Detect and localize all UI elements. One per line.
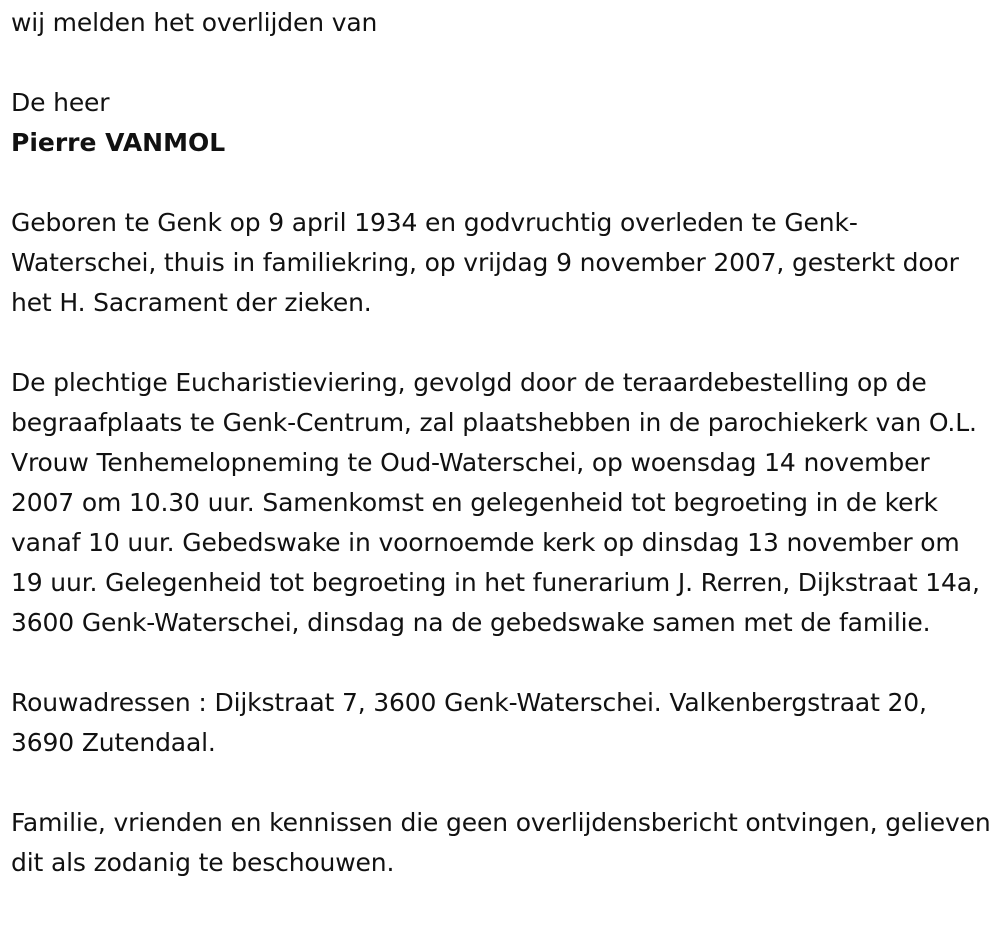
salutation: De heer bbox=[11, 88, 110, 117]
death-notice bbox=[11, 3, 996, 883]
closing-paragraph: Familie, vrienden en kennissen die geen overlijdensbericht ontvingen, gelieven dit als zodanig te beschouwen. bbox=[11, 808, 991, 877]
ceremony-paragraph: De plechtige Eucharistieviering, gevolgd door de teraardebestelling op de begraafplaats te Genk-Centrum, zal plaatshebben in de parochiekerk van O.L. Vrouw Tenhemelopneming te Oud-Waterschei, op woensdag 14 november 2007 om 10.30 uur. Samenkomst en gelegenheid tot begroeting in de kerk vanaf 10 uur. Gebedswake in voornoemde kerk op dinsdag 13 november om 19 uur. Gelegenheid tot begroeting in het funerarium J. Rerren, Dijkstraat 14a, 3600 Genk-Waterschei, dinsdag na de gebedswake samen met de familie. bbox=[11, 368, 980, 637]
addresses-paragraph: Rouwadressen : Dijkstraat 7, 3600 Genk-Waterschei. Valkenbergstraat 20, 3690 Zutendaal. bbox=[11, 688, 927, 757]
birth-death-paragraph: Geboren te Genk op 9 april 1934 en godvruchtig overleden te Genk-Waterschei, thuis in familiekring, op vrijdag 9 november 2007, gesterkt door het H. Sacrament der zieken. bbox=[11, 208, 959, 317]
intro-line: wij melden het overlijden van bbox=[11, 8, 378, 37]
deceased-name: Pierre VANMOL bbox=[11, 128, 226, 157]
